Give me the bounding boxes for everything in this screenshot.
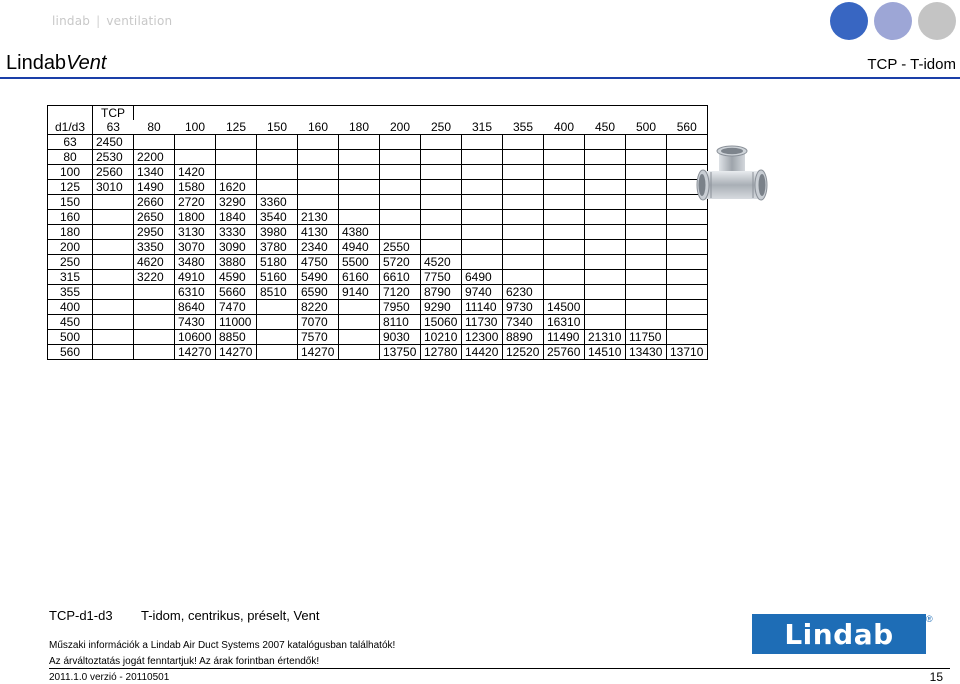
table-cell (462, 135, 503, 150)
table-cell (421, 240, 462, 255)
table-row (48, 255, 708, 270)
table-cell (544, 180, 585, 195)
table-cell (93, 240, 134, 255)
table-cell: 6590 (298, 285, 339, 300)
table-cell (257, 300, 298, 315)
table-cell (134, 135, 175, 150)
table-cell (421, 210, 462, 225)
table-cell: 4750 (298, 255, 339, 270)
row-header: 160 (48, 210, 93, 225)
table-cell: 3090 (216, 240, 257, 255)
table-cell: 7570 (298, 330, 339, 345)
table-cell (421, 135, 462, 150)
table-cell (257, 345, 298, 360)
table-cell (585, 255, 626, 270)
table-cell (585, 240, 626, 255)
table-cell: 3070 (175, 240, 216, 255)
row-header: 200 (48, 240, 93, 255)
table-cell: 8790 (421, 285, 462, 300)
table-cell: 3130 (175, 225, 216, 240)
table-cell (503, 255, 544, 270)
table-cell (93, 285, 134, 300)
table-cell: 14510 (585, 345, 626, 360)
header-brand (52, 14, 172, 28)
tcp-label: TCP (93, 106, 134, 121)
table-cell: 4520 (421, 255, 462, 270)
price-table (47, 105, 708, 360)
table-cell: 11140 (462, 300, 503, 315)
table-cell (134, 330, 175, 345)
row-header: 63 (48, 135, 93, 150)
table-row (48, 150, 708, 165)
table-cell (503, 195, 544, 210)
table-row (48, 210, 708, 225)
table-cell (544, 210, 585, 225)
table-cell: 10600 (175, 330, 216, 345)
circle-lavender (874, 2, 912, 40)
table-cell: 3350 (134, 240, 175, 255)
column-header: 80 (134, 120, 175, 135)
table-cell (585, 315, 626, 330)
table-cell (298, 150, 339, 165)
table-cell (93, 210, 134, 225)
table-cell (339, 315, 380, 330)
table-cell: 2530 (93, 150, 134, 165)
product-photo (693, 143, 771, 215)
table-cell (544, 135, 585, 150)
table-cell: 3360 (257, 195, 298, 210)
table-cell (503, 150, 544, 165)
table-cell (585, 150, 626, 165)
table-cell (380, 195, 421, 210)
table-cell (339, 195, 380, 210)
table-cell: 12300 (462, 330, 503, 345)
table-row (48, 165, 708, 180)
table-cell: 7470 (216, 300, 257, 315)
header-row-columns (48, 120, 708, 135)
table-cell (667, 330, 708, 345)
table-cell (257, 165, 298, 180)
table-cell: 9030 (380, 330, 421, 345)
table-cell (667, 240, 708, 255)
table-cell: 6310 (175, 285, 216, 300)
table-cell: 2200 (134, 150, 175, 165)
column-header: 450 (585, 120, 626, 135)
circle-blue (830, 2, 868, 40)
table-cell (585, 225, 626, 240)
table-cell (339, 300, 380, 315)
table-cell: 1620 (216, 180, 257, 195)
table-cell (421, 165, 462, 180)
table-cell (421, 225, 462, 240)
corner-label: d1/d3 (48, 120, 93, 135)
table-cell (667, 255, 708, 270)
column-header: 200 (380, 120, 421, 135)
column-header: 560 (667, 120, 708, 135)
table-cell (667, 315, 708, 330)
row-header: 560 (48, 345, 93, 360)
table-cell: 11000 (216, 315, 257, 330)
table-cell (93, 315, 134, 330)
table-cell (585, 300, 626, 315)
table-cell (544, 225, 585, 240)
table-cell: 14270 (175, 345, 216, 360)
product-title: TCP - T-idom (867, 56, 956, 73)
table-cell (585, 195, 626, 210)
table-cell: 2950 (134, 225, 175, 240)
table-cell: 1340 (134, 165, 175, 180)
footer-product-code: TCP-d1-d3 (49, 608, 113, 623)
table-cell (503, 165, 544, 180)
table-cell: 4910 (175, 270, 216, 285)
table-cell (380, 225, 421, 240)
footer-info-line: Műszaki információk a Lindab Air Duct Systems 2007 katalógusban találhatók! (49, 640, 396, 651)
table-cell: 1490 (134, 180, 175, 195)
table-cell: 7750 (421, 270, 462, 285)
table-cell: 2550 (380, 240, 421, 255)
table-cell: 4940 (339, 240, 380, 255)
table-cell (339, 165, 380, 180)
table-cell: 6490 (462, 270, 503, 285)
table-cell: 8220 (298, 300, 339, 315)
table-cell: 2340 (298, 240, 339, 255)
table-cell (421, 195, 462, 210)
row-header: 125 (48, 180, 93, 195)
table-cell (626, 210, 667, 225)
table-cell: 1420 (175, 165, 216, 180)
table-cell (339, 330, 380, 345)
page-title (6, 52, 106, 75)
table-cell (421, 180, 462, 195)
table-cell (298, 195, 339, 210)
table-cell: 7120 (380, 285, 421, 300)
table-cell: 11730 (462, 315, 503, 330)
table-cell: 25760 (544, 345, 585, 360)
row-header: 450 (48, 315, 93, 330)
table-cell (667, 300, 708, 315)
table-cell (544, 285, 585, 300)
table-cell (544, 165, 585, 180)
table-cell: 2560 (93, 165, 134, 180)
table-row (48, 285, 708, 300)
table-cell: 12520 (503, 345, 544, 360)
price-table-body (48, 106, 708, 360)
table-cell (503, 240, 544, 255)
row-header: 500 (48, 330, 93, 345)
table-cell (93, 330, 134, 345)
table-cell (216, 165, 257, 180)
table-cell (257, 180, 298, 195)
table-cell (503, 225, 544, 240)
table-cell (93, 270, 134, 285)
table-cell: 8890 (503, 330, 544, 345)
table-cell: 3480 (175, 255, 216, 270)
table-cell (667, 285, 708, 300)
table-cell: 16310 (544, 315, 585, 330)
table-cell: 13430 (626, 345, 667, 360)
table-cell (503, 135, 544, 150)
table-cell (503, 180, 544, 195)
table-cell (503, 210, 544, 225)
table-cell: 10210 (421, 330, 462, 345)
table-cell: 2660 (134, 195, 175, 210)
brand-ventilation: ventilation (106, 14, 173, 28)
table-cell (380, 210, 421, 225)
table-cell (380, 150, 421, 165)
table-cell (93, 345, 134, 360)
table-cell: 5180 (257, 255, 298, 270)
table-cell (421, 150, 462, 165)
table-cell: 5490 (298, 270, 339, 285)
table-cell (667, 270, 708, 285)
table-cell (257, 150, 298, 165)
header-spacer (134, 106, 708, 121)
table-cell (626, 270, 667, 285)
table-cell (462, 210, 503, 225)
table-cell: 3880 (216, 255, 257, 270)
table-cell (134, 300, 175, 315)
table-cell (339, 345, 380, 360)
t-piece-icon (693, 143, 771, 215)
footer-version: 2011.1.0 verzió - 20110501 (49, 672, 170, 683)
title-divider (0, 77, 960, 79)
logo-text: Lindab (784, 617, 894, 651)
table-cell (462, 195, 503, 210)
corner-empty-cell (48, 106, 93, 121)
table-cell (585, 135, 626, 150)
table-cell (626, 300, 667, 315)
row-header: 150 (48, 195, 93, 210)
table-cell: 21310 (585, 330, 626, 345)
table-cell: 8640 (175, 300, 216, 315)
table-cell: 3330 (216, 225, 257, 240)
table-cell: 3980 (257, 225, 298, 240)
table-cell: 12780 (421, 345, 462, 360)
table-cell (339, 180, 380, 195)
table-cell (93, 300, 134, 315)
table-cell (667, 225, 708, 240)
lindab-logo (752, 614, 926, 654)
table-cell: 5720 (380, 255, 421, 270)
table-row (48, 180, 708, 195)
column-header: 355 (503, 120, 544, 135)
table-cell (462, 150, 503, 165)
table-cell (626, 180, 667, 195)
table-cell: 3540 (257, 210, 298, 225)
table-cell (585, 165, 626, 180)
table-cell: 2450 (93, 135, 134, 150)
table-cell (175, 150, 216, 165)
table-cell (503, 270, 544, 285)
table-cell: 4380 (339, 225, 380, 240)
table-cell: 14500 (544, 300, 585, 315)
table-cell: 4130 (298, 225, 339, 240)
table-cell: 6610 (380, 270, 421, 285)
table-cell (257, 330, 298, 345)
title-main: Lindab (6, 52, 67, 74)
table-row (48, 195, 708, 210)
table-row (48, 135, 708, 150)
table-cell (380, 165, 421, 180)
table-cell: 9140 (339, 285, 380, 300)
table-cell (175, 135, 216, 150)
table-cell: 3780 (257, 240, 298, 255)
table-cell: 9730 (503, 300, 544, 315)
table-cell: 13750 (380, 345, 421, 360)
table-cell: 7950 (380, 300, 421, 315)
logo-registered-mark: ® (926, 614, 933, 624)
table-cell (380, 180, 421, 195)
table-cell (462, 255, 503, 270)
table-cell (216, 135, 257, 150)
price-table-wrap (47, 105, 708, 360)
table-cell: 8850 (216, 330, 257, 345)
table-cell (462, 225, 503, 240)
table-cell: 3290 (216, 195, 257, 210)
table-cell (585, 210, 626, 225)
table-cell (626, 195, 667, 210)
column-header: 250 (421, 120, 462, 135)
table-row (48, 345, 708, 360)
column-header: 400 (544, 120, 585, 135)
table-cell (626, 135, 667, 150)
table-cell: 14270 (216, 345, 257, 360)
row-header: 100 (48, 165, 93, 180)
table-cell: 5660 (216, 285, 257, 300)
table-cell: 9290 (421, 300, 462, 315)
row-header: 180 (48, 225, 93, 240)
row-header: 315 (48, 270, 93, 285)
table-cell (462, 240, 503, 255)
column-header: 500 (626, 120, 667, 135)
table-cell (544, 240, 585, 255)
table-cell (544, 255, 585, 270)
table-cell (298, 180, 339, 195)
header-circles (830, 2, 956, 40)
table-cell: 1580 (175, 180, 216, 195)
table-cell (544, 270, 585, 285)
row-header: 355 (48, 285, 93, 300)
table-cell (626, 240, 667, 255)
table-cell (380, 135, 421, 150)
column-header: 100 (175, 120, 216, 135)
table-cell: 1840 (216, 210, 257, 225)
table-cell (585, 270, 626, 285)
table-cell (216, 150, 257, 165)
footer-divider (49, 668, 950, 669)
column-header: 63 (93, 120, 134, 135)
table-cell: 8110 (380, 315, 421, 330)
table-cell (298, 165, 339, 180)
table-cell: 8510 (257, 285, 298, 300)
table-cell: 5160 (257, 270, 298, 285)
table-cell (626, 150, 667, 165)
circle-grey (918, 2, 956, 40)
page-number: 15 (929, 670, 943, 684)
table-row (48, 300, 708, 315)
table-cell (134, 345, 175, 360)
table-cell: 3220 (134, 270, 175, 285)
table-cell: 15060 (421, 315, 462, 330)
table-row (48, 225, 708, 240)
footer-product-name: T-idom, centrikus, préselt, Vent (141, 608, 320, 623)
table-cell (626, 255, 667, 270)
table-cell: 2720 (175, 195, 216, 210)
table-cell (626, 315, 667, 330)
table-cell (93, 195, 134, 210)
table-cell (134, 315, 175, 330)
table-cell (134, 285, 175, 300)
table-cell: 7430 (175, 315, 216, 330)
footer-price-note: Az árváltoztatás jogát fenntartjuk! Az árak forintban értendők! (49, 656, 320, 667)
table-row (48, 270, 708, 285)
table-cell: 6160 (339, 270, 380, 285)
table-cell: 2650 (134, 210, 175, 225)
table-cell: 6230 (503, 285, 544, 300)
table-row (48, 330, 708, 345)
brand-separator: | (96, 14, 101, 28)
table-cell (339, 150, 380, 165)
table-cell: 3010 (93, 180, 134, 195)
row-header: 80 (48, 150, 93, 165)
table-cell: 4620 (134, 255, 175, 270)
table-row (48, 240, 708, 255)
table-row (48, 315, 708, 330)
brand-lindab: lindab (52, 14, 91, 28)
table-cell: 1800 (175, 210, 216, 225)
table-cell: 5500 (339, 255, 380, 270)
column-header: 150 (257, 120, 298, 135)
table-cell: 4590 (216, 270, 257, 285)
table-cell: 14420 (462, 345, 503, 360)
table-cell: 7070 (298, 315, 339, 330)
table-cell: 2130 (298, 210, 339, 225)
row-header: 250 (48, 255, 93, 270)
table-cell (462, 180, 503, 195)
table-cell (339, 135, 380, 150)
table-cell: 7340 (503, 315, 544, 330)
table-cell (93, 225, 134, 240)
title-italic: Vent (66, 52, 107, 74)
header-row-tcp (48, 106, 708, 121)
table-cell (626, 285, 667, 300)
table-cell (544, 195, 585, 210)
column-header: 125 (216, 120, 257, 135)
table-cell: 11750 (626, 330, 667, 345)
column-header: 180 (339, 120, 380, 135)
column-header: 160 (298, 120, 339, 135)
table-cell: 9740 (462, 285, 503, 300)
table-cell (462, 165, 503, 180)
table-cell (626, 225, 667, 240)
table-cell (257, 135, 298, 150)
table-cell (298, 135, 339, 150)
table-cell (257, 315, 298, 330)
column-header: 315 (462, 120, 503, 135)
table-cell: 13710 (667, 345, 708, 360)
table-cell (544, 150, 585, 165)
row-header: 400 (48, 300, 93, 315)
table-cell (93, 255, 134, 270)
table-cell: 14270 (298, 345, 339, 360)
table-cell: 11490 (544, 330, 585, 345)
table-cell (626, 165, 667, 180)
table-cell (585, 180, 626, 195)
table-cell (339, 210, 380, 225)
table-cell (585, 285, 626, 300)
